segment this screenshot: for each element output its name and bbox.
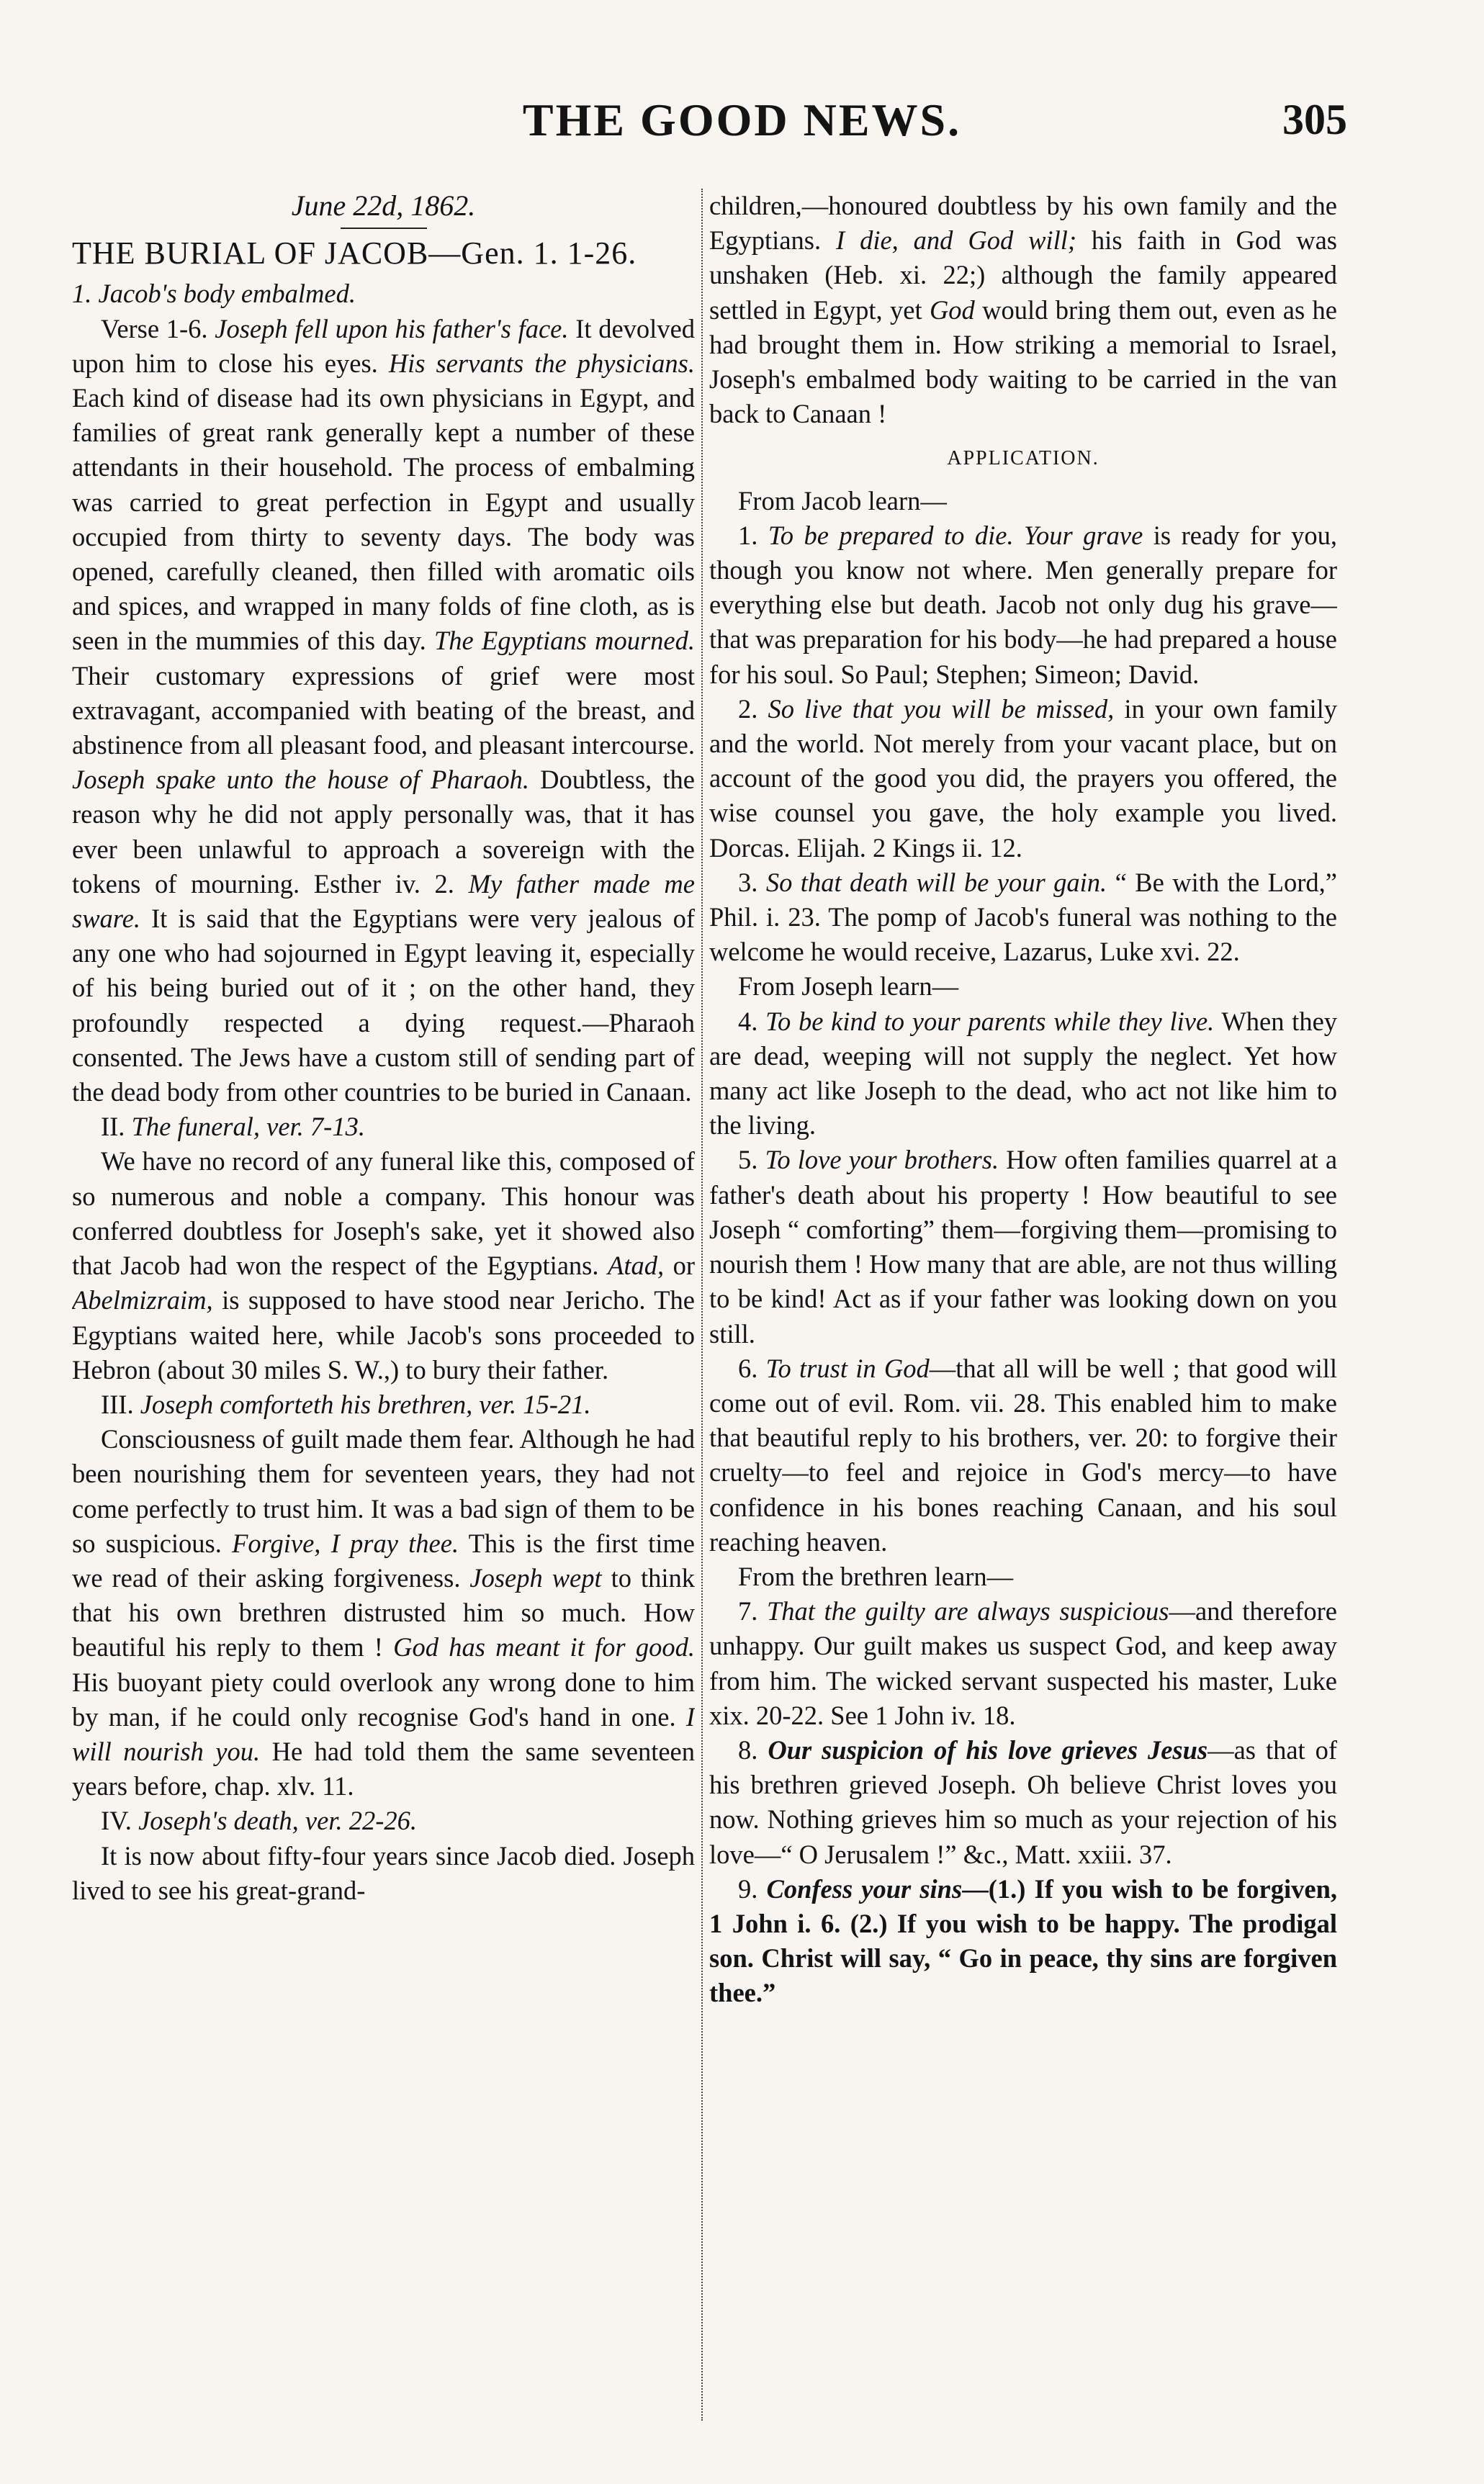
paragraph (709, 189, 1337, 431)
item-number: 7. (738, 1596, 758, 1626)
text: We have no record of any funeral like this, composed of so numerous and noble a company. This honour was conferred doubtless for Joseph's sake, yet it showed also that Jacob had won the respect of the Egyptians. (72, 1146, 695, 1281)
item-title: To be prepared to die. (768, 520, 1014, 550)
item-title: To be kind to your parents while they live. (765, 1006, 1215, 1036)
section-number: III. (101, 1389, 134, 1419)
running-head-title: THE GOOD NEWS. (522, 94, 962, 145)
text: is ready for you, though you know not where. Men generally prepare for everything else but death. Jacob not only dug his grave—that was preparation for his body—he had prepared a house for his soul. So Paul; Stephen; Simeon; David. (709, 520, 1337, 689)
text: “ Be with the Lord,” Phil. i. 23. The pomp of Jacob's funeral was nothing to the welcome he would receive, Lazarus, Luke xvi. 22. (709, 867, 1337, 967)
text: This is the first time we read of their asking forgiveness. (72, 1528, 695, 1593)
place-name: Abelmizraim, (72, 1285, 213, 1315)
section-number: IV. (101, 1806, 132, 1836)
quote: I die, and God will; (836, 225, 1077, 256)
text: Consciousness of guilt made them fear. Although he had been nourishing them for seventeen years, they had not come perfectly to trust him. It was a bad sign of them to be so suspicious. (72, 1424, 695, 1558)
quote: His servants the physicians. (388, 348, 695, 378)
item-title: Our suspicion of his love grieves Jesus (768, 1734, 1208, 1765)
section-title: Joseph's death, ver. 22-26. (138, 1806, 417, 1836)
quote: My father made me sware. (72, 868, 695, 934)
subheading: From Jacob learn— (738, 485, 947, 516)
text: It devolved upon him to close his eyes. (72, 313, 695, 378)
item-number: 6. (738, 1353, 758, 1383)
application-item-9 (709, 1872, 1337, 2011)
quote: Your grave (1024, 520, 1143, 550)
application-item-8 (709, 1733, 1337, 1872)
item-title: Confess your sins (766, 1873, 963, 1904)
text: Doubtless, the reason why he did not apply personally was, that it has ever been unlawful to approach a sovereign with the tokens of mourning. Esther iv. 2. (72, 765, 695, 899)
section-heading-1: 1. Jacob's body embalmed. (72, 279, 356, 309)
item-title: To trust in God (765, 1353, 930, 1383)
section-title: Joseph comforteth his brethren, ver. 15-21. (140, 1389, 591, 1419)
text: Their customary expressions of grief were most extravagant, accompanied with beating of the breast, and abstinence from all pleasant food, and pleasant intercourse. (72, 660, 695, 760)
text: in your own family and the world. Not merely from your vacant place, but on account of the good you did, the prayers you offered, the wise counsel you gave, the holy example you lived. Dorcas. Elijah. 2 Kings ii. 12. (709, 693, 1337, 863)
application-item-1 (709, 518, 1337, 692)
quote: God has meant it for good. (393, 1632, 695, 1662)
text: his faith in God was unshaken (Heb. xi. 22;) although the family appeared settled in Egypt, yet (709, 225, 1337, 325)
text: How often families quarrel at a father's death about his property ! How beautiful to see Joseph “ comforting” them—forgiving them—promising to nourish them ! How many that are able, are not thus willing to be kind! Act as if your father was looking down on you still. (709, 1145, 1337, 1349)
verse-ref: Verse 1-6. (101, 313, 208, 343)
section-heading-3 (72, 1387, 695, 1422)
application-item-2 (709, 692, 1337, 865)
paragraph (72, 1422, 695, 1804)
quote: Joseph spake unto the house of Pharaoh. (72, 765, 530, 795)
item-number: 2. (738, 693, 758, 724)
quote: God (929, 294, 975, 325)
application-heading: APPLICATION. (947, 447, 1099, 470)
text: would bring them out, even as he had brought them in. How striking a memorial to Israel, Joseph's embalmed body waiting to be carried in the van back to Canaan ! (709, 294, 1337, 429)
text: Each kind of disease had its own physicians in Egypt, and families of great rank generally kept a number of these attendants in their household. The process of embalming was carried to great perfection in Egypt and usually occupied from thirty to seventy days. The body was opened, carefully cleaned, then filled with aromatic oils and spices, and wrapped in many folds of fine cloth, as is seen in the mummies of this day. (72, 383, 695, 656)
text: to think that his own brethren distrusted him so much. How beautiful his reply to them ! (72, 1562, 695, 1662)
text: or (673, 1251, 695, 1281)
item-number: 5. (738, 1145, 758, 1175)
item-title: So live that you will be missed, (768, 693, 1115, 724)
application-item-4 (709, 1004, 1337, 1143)
item-number: 3. (738, 867, 758, 897)
item-title: To love your brothers. (765, 1145, 999, 1175)
subheading: From Joseph learn— (738, 971, 959, 1002)
paragraph (72, 312, 695, 1110)
section-title: The funeral, ver. 7-13. (131, 1112, 365, 1142)
text: It is said that the Egyptians were very jealous of any one who had sojourned in Egypt leaving it, especially of his being buried out of it ; on the other hand, they profoundly respected a dying request.—Pharaoh consented. The Jews have a custom still of sending part of the dead body from other countries to be buried in Canaan. (72, 904, 695, 1107)
text: —and therefore unhappy. Our guilt makes us suspect God, and keep away from him. The wicked servant suspected his master, Luke xix. 20-22. See 1 John iv. 18. (709, 1596, 1337, 1730)
item-number: 4. (738, 1006, 758, 1036)
section-heading-2 (72, 1110, 695, 1144)
lesson-date: June 22d, 1862. (291, 189, 476, 222)
subheading: From the brethren learn— (738, 1561, 1014, 1591)
text: is supposed to have stood near Jericho. The Egyptians waited here, while Jacob's sons proceeded to Hebron (about 30 miles S. W.,) to bury their father. (72, 1285, 695, 1385)
text: —as that of his brethren grieved Joseph. Oh believe Christ loves you now. Nothing grieves him so much as your rejection of his love—“ O Jerusalem !” &c., Matt. xxiii. 37. (709, 1734, 1337, 1869)
text: He had told them the same seventeen years before, chap. xlv. 11. (72, 1736, 695, 1801)
quote: Joseph wept (469, 1562, 602, 1593)
quote: Forgive, I pray thee. (232, 1528, 459, 1558)
section-number: II. (101, 1112, 125, 1142)
paragraph (72, 1144, 695, 1387)
quote: I will nourish you. (72, 1701, 695, 1766)
application-item-3 (709, 865, 1337, 970)
text: His buoyant piety could overlook any wrong done to him by man, if he could only recognise God's hand in one. (72, 1667, 695, 1732)
right-column (709, 189, 1337, 2441)
article-title: THE BURIAL OF JACOB—Gen. 1. 1-26. (72, 235, 637, 271)
text: When they are dead, weeping will not supply the neglect. Yet how many act like Joseph to the dead, who act not like him to the living. (709, 1006, 1337, 1140)
title-rule (341, 228, 427, 229)
item-number: 1. (738, 520, 758, 550)
text: —(1.) If you wish to be forgiven, 1 John i. 6. (2.) If you wish to be happy. The prodigal son. Christ will say, “ Go in peace, thy sins are forgiven thee.” (709, 1873, 1337, 2008)
left-column (72, 189, 695, 2441)
application-item-5 (709, 1143, 1337, 1351)
application-item-6 (709, 1351, 1337, 1560)
section-heading-4 (72, 1804, 695, 1838)
item-title: So that death will be your gain. (765, 867, 1107, 897)
place-name: Atad, (608, 1251, 665, 1281)
quote: The Egyptians mourned. (433, 626, 695, 656)
item-number: 8. (738, 1734, 758, 1765)
paragraph: It is now about fifty-four years since Jacob died. Joseph lived to see his great-grand- (72, 1840, 695, 1905)
text: —that all will be well ; that good will come out of evil. Rom. vii. 28. This enabled him to make that beautiful reply to his brothers, ver. 20: to forgive their cruelty—to feel and rejoice in God's mercy—to have confidence in his bones reaching Canaan, and his soul reaching heaven. (709, 1353, 1337, 1557)
quote: Joseph fell upon his father's face. (215, 313, 569, 343)
text: children,—honoured doubtless by his own family and the Egyptians. (709, 191, 1337, 256)
item-title: That the guilty are always suspicious (766, 1596, 1169, 1626)
column-divider (701, 189, 703, 2421)
item-number: 9. (738, 1873, 758, 1904)
page-number: 305 (1282, 96, 1347, 143)
application-item-7 (709, 1594, 1337, 1733)
